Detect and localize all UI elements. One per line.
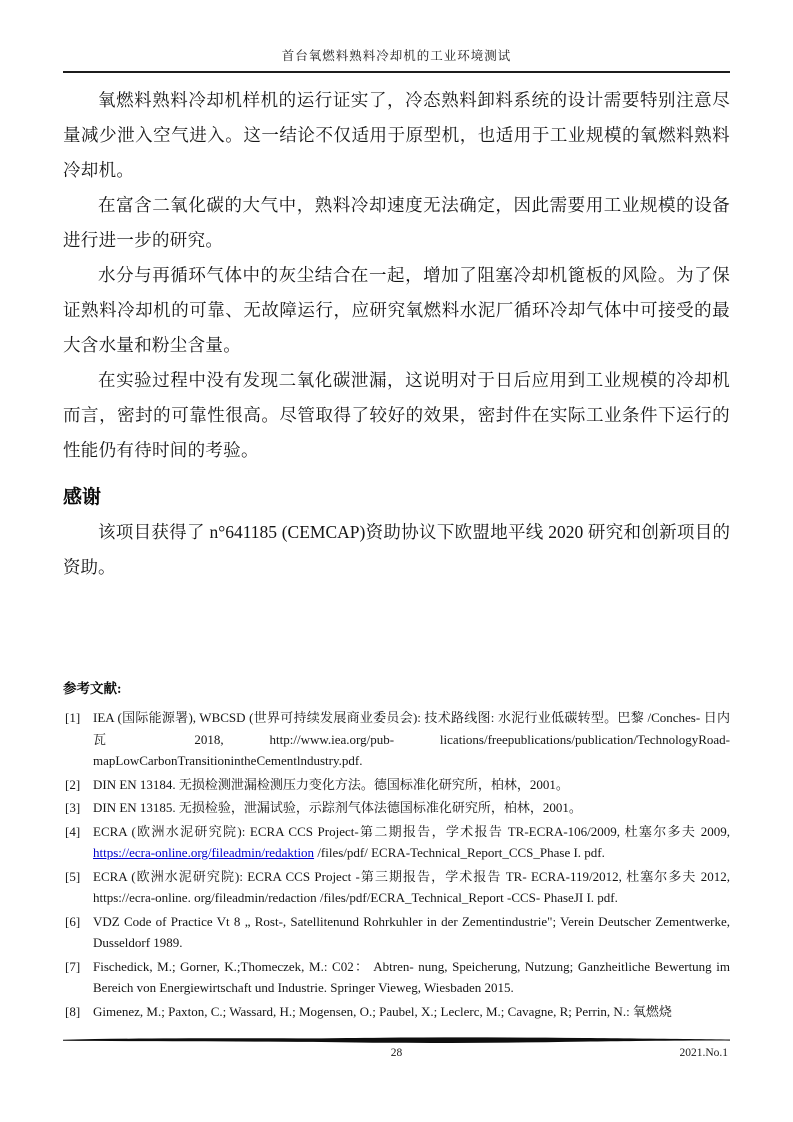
running-head-title: 首台氧燃料熟料冷却机的工业环境测试 [281, 49, 512, 63]
reference-text: /files/pdf/ ECRA-Technical_Report_CCS_Phase I. pdf. [314, 845, 605, 860]
reference-number: [5] [65, 868, 81, 884]
body-paragraph: 氧燃料熟料冷却机样机的运行证实了，冷态熟料卸料系统的设计需要特别注意尽量减少泄入空气进入。这一结论不仅适用于原型机，也适用于工业规模的氧燃料熟料冷却机。 [63, 90, 730, 180]
footer-rule [63, 1036, 730, 1045]
references-heading: 参考文献: [63, 681, 122, 696]
reference-text: Gimenez, M.; Paxton, C.; Wassard, H.; Mogensen, O.; Paubel, X.; Leclerc, M.; Cavagne, R; Perrin, N.: 氧燃烧 [93, 1003, 672, 1019]
reference-number: [1] [65, 710, 81, 725]
reference-text: Fischedick, M.; Gorner, K.;Thomeczek, M.: C02： Abtren- nung, Speicherung, Nutzung; Ganzheitliche Bewertung im Bereich von Energiewirtschaft und Industrie. Springer Vieweg, Wiesbaden 2015. [93, 958, 730, 995]
reference-number: [2] [65, 776, 81, 792]
article-body [63, 83, 730, 468]
page-footer [63, 1036, 730, 1061]
reference-item [63, 956, 730, 999]
reference-item [63, 1001, 730, 1023]
reference-list [63, 707, 730, 1022]
reference-text: ECRA (欧洲水泥研究院): ECRA CCS Project-第二期报告，学术报告 TR-ECRA-106/2009, 杜塞尔多夫 2009, [93, 823, 730, 839]
reference-number: [4] [65, 823, 81, 839]
reference-text: DIN EN 13185. 无损检验，泄漏试验，示踪剂气体法德国标准化研究所，柏林，2001。 [93, 800, 582, 815]
reference-item [63, 707, 730, 772]
page-number: 28 [390, 1047, 403, 1059]
body-paragraph: 在富含二氧化碳的大气中，熟料冷却速度无法确定，因此需要用工业规模的设备进行进一步的研究。 [63, 195, 730, 250]
reference-number: [7] [65, 958, 81, 974]
reference-item [63, 866, 730, 909]
reference-number: [6] [65, 913, 81, 929]
reference-text: IEA (国际能源署), WBCSD (世界可持续发展商业委员会): 技术路线图: 水泥行业低碳转型。巴黎 /Conches- 日内瓦 2018, http://www.iea.org/pub- lications/freepublications/publication/TechnologyRoad- mapLowCarbonTransitionintheCementlndustry.pdf. [93, 710, 731, 768]
reference-number: [8] [65, 1003, 81, 1019]
reference-item [63, 774, 730, 796]
footer-row [63, 1045, 730, 1061]
page-header [63, 46, 730, 73]
reference-item [63, 821, 730, 864]
header-rule [63, 71, 730, 73]
body-paragraph: 在实验过程中没有发现二氧化碳泄漏，这说明对于日后应用到工业规模的冷却机而言，密封的可靠性很高。尽管取得了较好的效果，密封件在实际工业条件下运行的性能仍有待时间的考验。 [63, 370, 730, 460]
acknowledgements-text: 该项目获得了 n°641185 (CEMCAP)资助协议下欧盟地平线 2020 研究和创新项目的资助。 [63, 522, 730, 577]
reference-text: ECRA (欧洲水泥研究院): ECRA CCS Project -第三期报告，学术报告 TR- ECRA-119/2012, 杜塞尔多夫 2012, https://ecra-online. org/fileadmin/redaction /files/pdf/ECRA_Technical_Report -CCS- PhaseJI I. pdf. [93, 868, 730, 905]
reference-text: DIN EN 13184. 无损检测泄漏检测压力变化方法。德国标准化研究所，柏林，2001。 [93, 776, 569, 792]
reference-link[interactable]: https://ecra-online.org/fileadmin/redaktion [93, 845, 315, 860]
acknowledgements-heading: 感谢 [63, 487, 102, 508]
reference-item [63, 797, 730, 819]
reference-text: VDZ Code of Practice Vt 8 „ Rost-, Satellitenund Rohrkuhler in der Zementindustrie"; Verein Deutscher Zementwerke, Dusseldorf 1989. [93, 913, 730, 950]
reference-item [63, 911, 730, 954]
body-paragraph: 水分与再循环气体中的灰尘结合在一起，增加了阻塞冷却机篦板的风险。为了保证熟料冷却机的可靠、无故障运行，应研究氧燃料水泥厂循环冷却气体中可接受的最大含水量和粉尘含量。 [63, 265, 730, 355]
issue-label: 2021.No.1 [679, 1047, 728, 1059]
reference-number: [3] [65, 800, 81, 815]
